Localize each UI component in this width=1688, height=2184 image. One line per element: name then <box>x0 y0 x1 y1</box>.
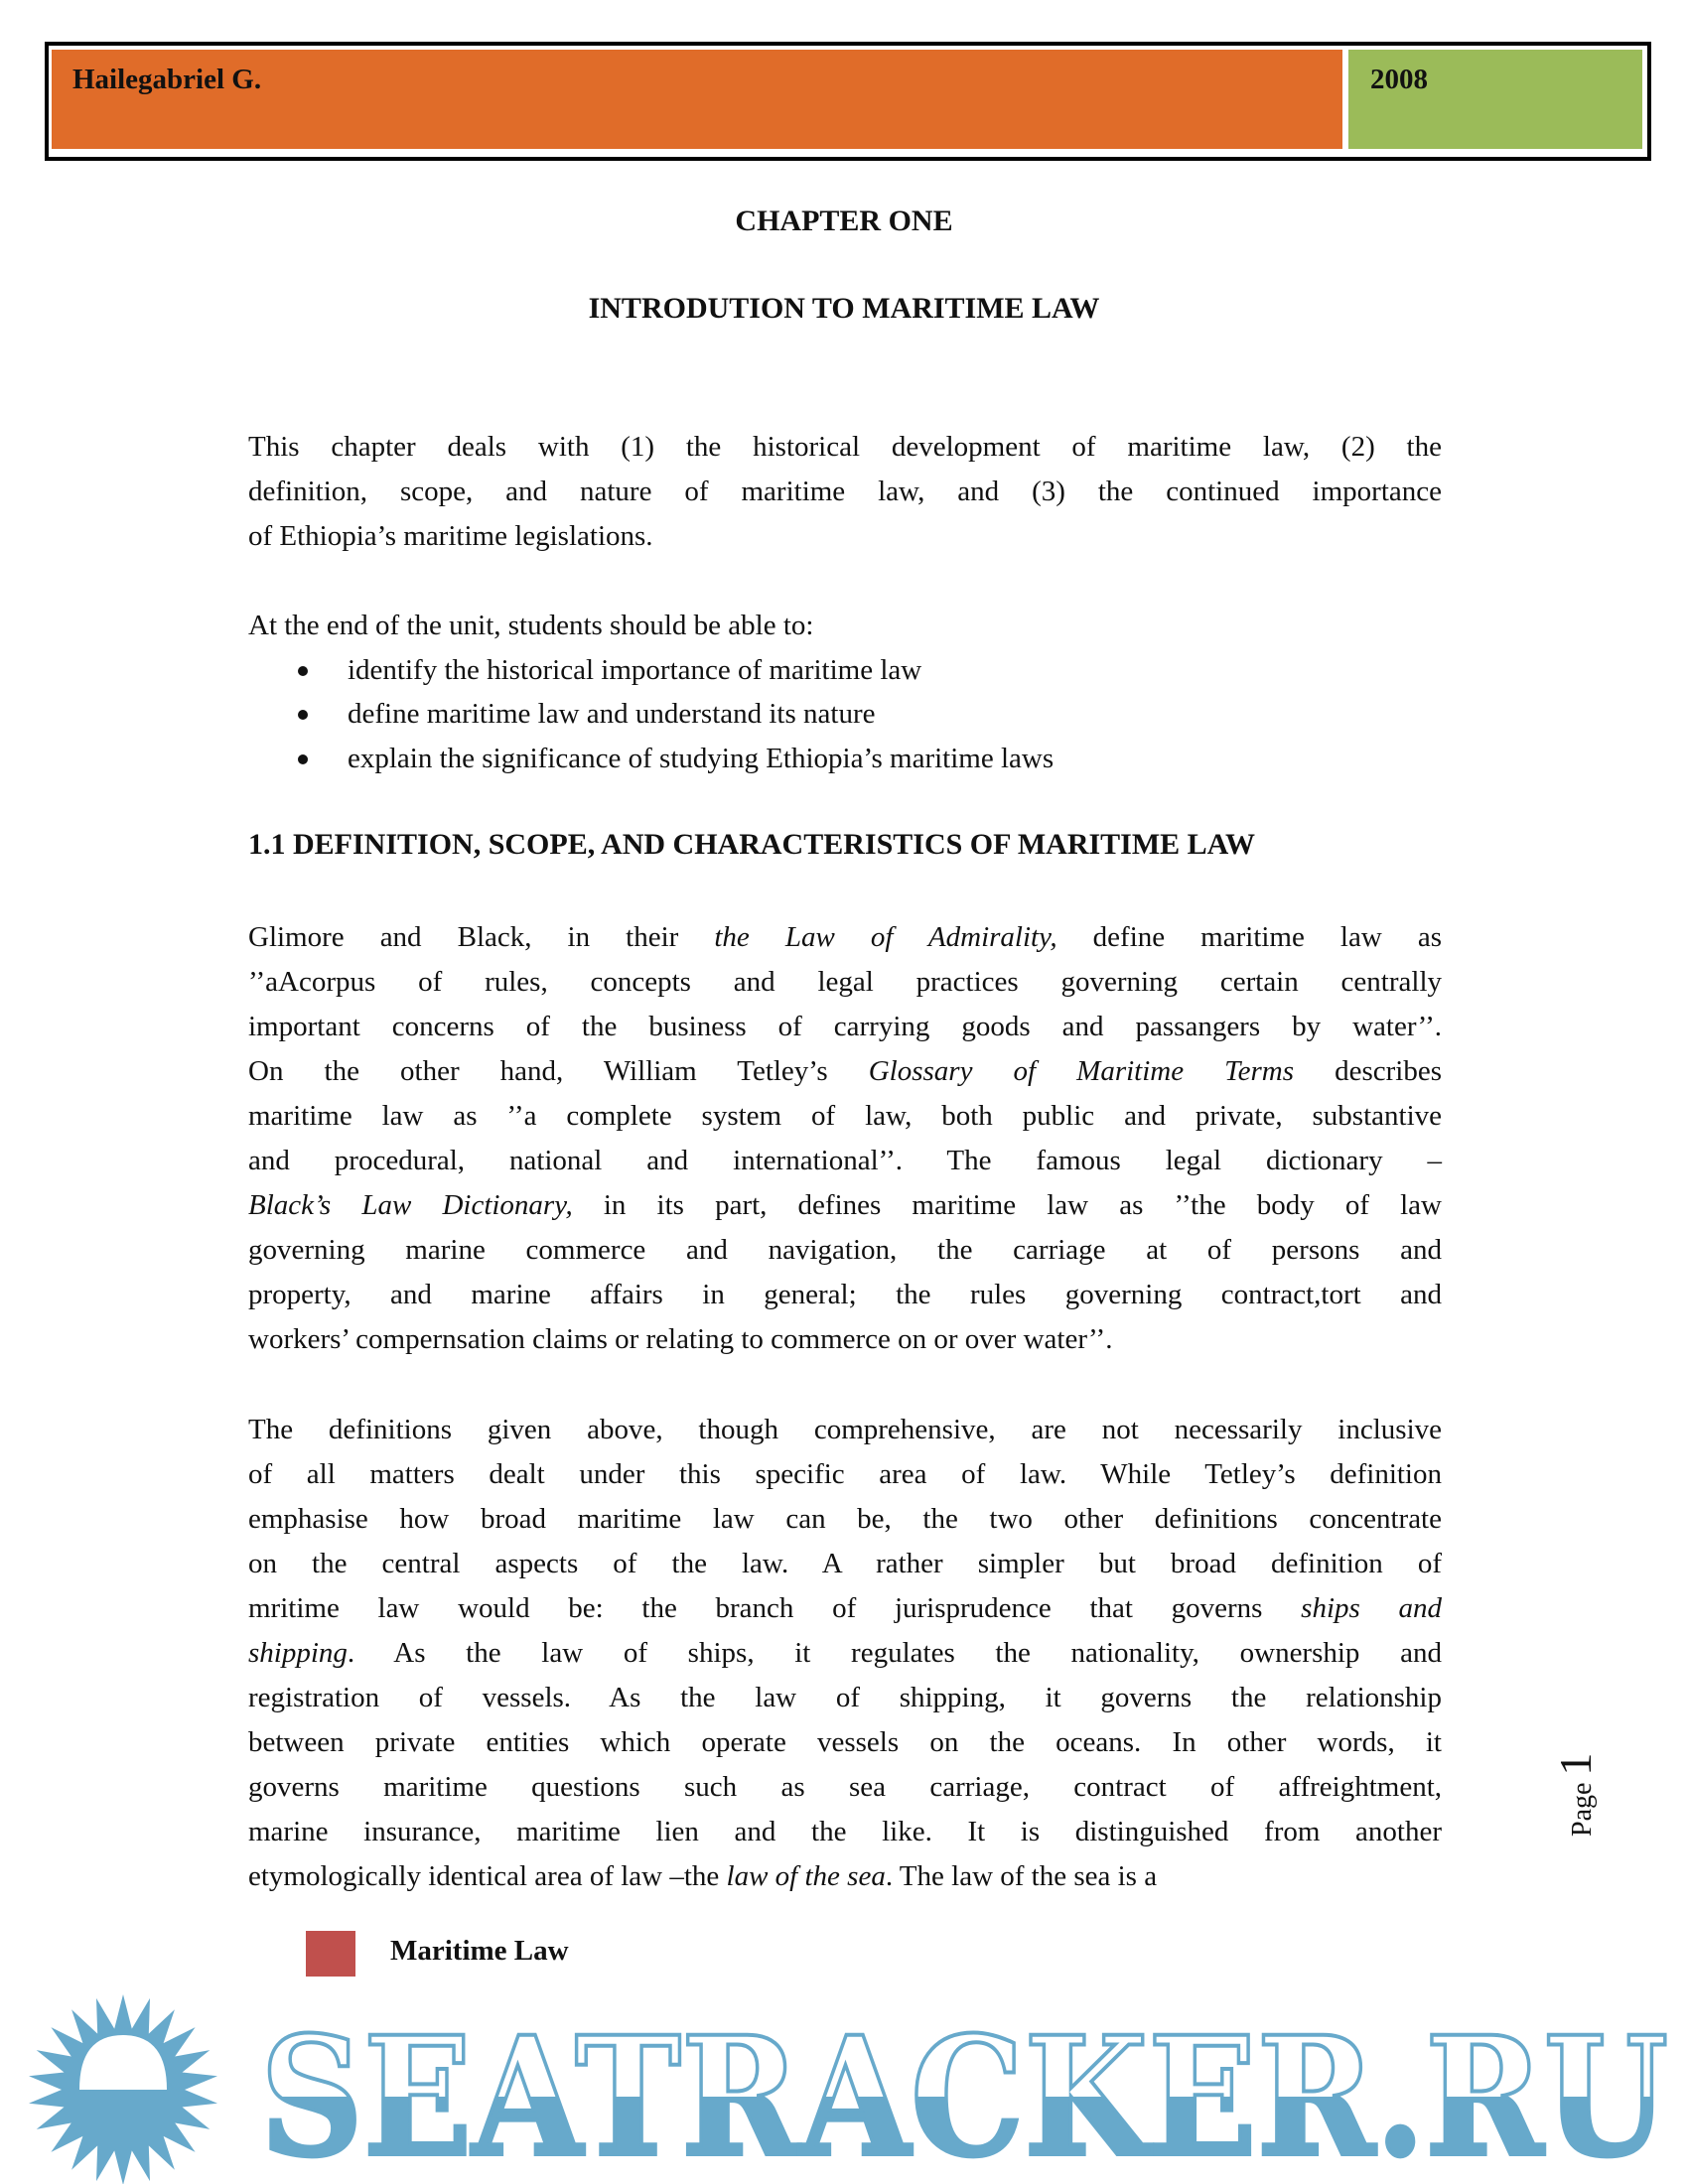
text-segment: important concerns of the business of carrying goods and passangers by water’’. <box>248 1011 1442 1042</box>
text-segment: ’’aAcorpus of rules, concepts and legal practices governing certain centrally <box>248 966 1442 998</box>
paragraph-line <box>248 1051 1442 1091</box>
text-segment: emphasise how broad maritime law can be, the two other definitions concentrate <box>248 1503 1442 1535</box>
bullet-icon <box>298 666 308 676</box>
text-segment: etymologically identical area of law –the <box>248 1860 727 1892</box>
bullet-icon <box>298 710 308 720</box>
text-segment: of all matters dealt under this specific area of law. While Tetley’s definition <box>248 1458 1442 1490</box>
paragraph-line <box>248 1454 1442 1494</box>
text-segment: The definitions given above, though comprehensive, are not necessarily inclusive <box>248 1414 1442 1445</box>
text-segment: governs maritime questions such as sea carriage, contract of affreightment, <box>248 1771 1442 1803</box>
text-segment: and procedural, national and international’’. The famous legal dictionary – <box>248 1145 1442 1176</box>
text-segment: property, and marine affairs in general; the rules governing contract,tort and <box>248 1279 1442 1310</box>
italic-text: Glossary of Maritime Terms <box>868 1055 1295 1087</box>
paragraph-line <box>248 1544 1442 1583</box>
text-segment: definition, scope, and nature of maritime law, and (3) the continued importance <box>248 476 1442 507</box>
text-segment: marine insurance, maritime lien and the like. It is distinguished from another <box>248 1816 1442 1847</box>
paragraph-line <box>248 1767 1442 1807</box>
section-heading: 1.1 DEFINITION, SCOPE, AND CHARACTERISTICS OF MARITIME LAW <box>248 828 1256 861</box>
paragraph-line <box>248 1319 1442 1359</box>
text-segment: At the end of the unit, students should be able to: <box>248 610 814 641</box>
paragraph-line <box>248 1678 1442 1717</box>
paragraph-line <box>248 1007 1442 1046</box>
text-segment: . The law of the sea is a <box>885 1860 1158 1892</box>
text-segment: mritime law would be: the branch of jurisprudence that governs <box>248 1592 1302 1624</box>
paragraph-line <box>248 1230 1442 1270</box>
page-number <box>1549 1753 1602 1837</box>
paragraph-line <box>248 1499 1442 1539</box>
bullet-icon <box>298 754 308 764</box>
text-segment: On the other hand, William Tetley’s <box>248 1055 869 1087</box>
text-segment: maritime law as ’’a complete system of law, both public and private, substantive <box>248 1100 1442 1132</box>
paragraph-line <box>248 1856 1442 1896</box>
paragraph-line <box>248 917 1442 957</box>
footer-square <box>306 1931 355 1977</box>
text-segment: workers’ compernsation claims or relating to commerce on or over water’’. <box>248 1323 1113 1355</box>
objective-item: identify the historical importance of maritime law <box>348 654 922 686</box>
text-segment: registration of vessels. As the law of shipping, it governs the relationship <box>248 1682 1442 1713</box>
text-segment: in its part, defines maritime law as ’’the body of law <box>572 1189 1442 1221</box>
chapter-title: INTRODUTION TO MARITIME LAW <box>588 292 1100 325</box>
paragraph-line <box>248 1410 1442 1449</box>
footer-title: Maritime Law <box>390 1935 569 1967</box>
text-segment: of Ethiopia’s maritime legislations. <box>248 520 653 552</box>
italic-text: Black’s Law Dictionary, <box>248 1189 573 1221</box>
text-segment: . As the law of ships, it regulates the nationality, ownership and <box>347 1637 1442 1669</box>
text-segment: define maritime law as <box>1056 921 1442 953</box>
header-author: Hailegabriel G. <box>72 64 262 95</box>
paragraph-line <box>248 1633 1442 1673</box>
paragraph-line <box>248 1812 1442 1851</box>
watermark-text: SEATRACKER.RU <box>260 2000 1668 2184</box>
paragraph-line <box>248 427 1442 467</box>
paragraph-line <box>248 1096 1442 1136</box>
text-segment: governing marine commerce and navigation, the carriage at of persons and <box>248 1234 1442 1266</box>
paragraph-line <box>248 1722 1442 1762</box>
text-segment: between private entities which operate vessels on the oceans. In other words, it <box>248 1726 1442 1758</box>
paragraph-line <box>248 1141 1442 1180</box>
watermark-logo <box>0 1990 1688 2184</box>
italic-text: law of the sea <box>726 1860 886 1892</box>
objective-item: explain the significance of studying Ethiopia’s maritime laws <box>348 743 1055 774</box>
objective-item: define maritime law and understand its nature <box>348 698 876 730</box>
italic-text: the Law of Admirality, <box>714 921 1057 953</box>
chapter-label: CHAPTER ONE <box>735 205 953 237</box>
paragraph-line <box>248 472 1442 511</box>
text-segment: describes <box>1294 1055 1443 1087</box>
text-segment: This chapter deals with (1) the historical development of maritime law, (2) the <box>248 431 1442 463</box>
header-year: 2008 <box>1370 64 1428 95</box>
paragraph-line <box>248 1185 1442 1225</box>
italic-text: ships and <box>1301 1592 1442 1624</box>
italic-text: shipping <box>248 1637 348 1669</box>
paragraph-line <box>248 1588 1442 1628</box>
paragraph-line <box>248 962 1442 1002</box>
page-number-value: 1 <box>1550 1752 1601 1776</box>
paragraph-line <box>248 1275 1442 1314</box>
page-label: Page <box>1567 1782 1598 1837</box>
paragraph-line <box>248 606 1442 645</box>
text-segment: Glimore and Black, in their <box>248 921 715 953</box>
paragraph-line <box>248 516 1442 556</box>
text-segment: on the central aspects of the law. A rather simpler but broad definition of <box>248 1548 1442 1579</box>
